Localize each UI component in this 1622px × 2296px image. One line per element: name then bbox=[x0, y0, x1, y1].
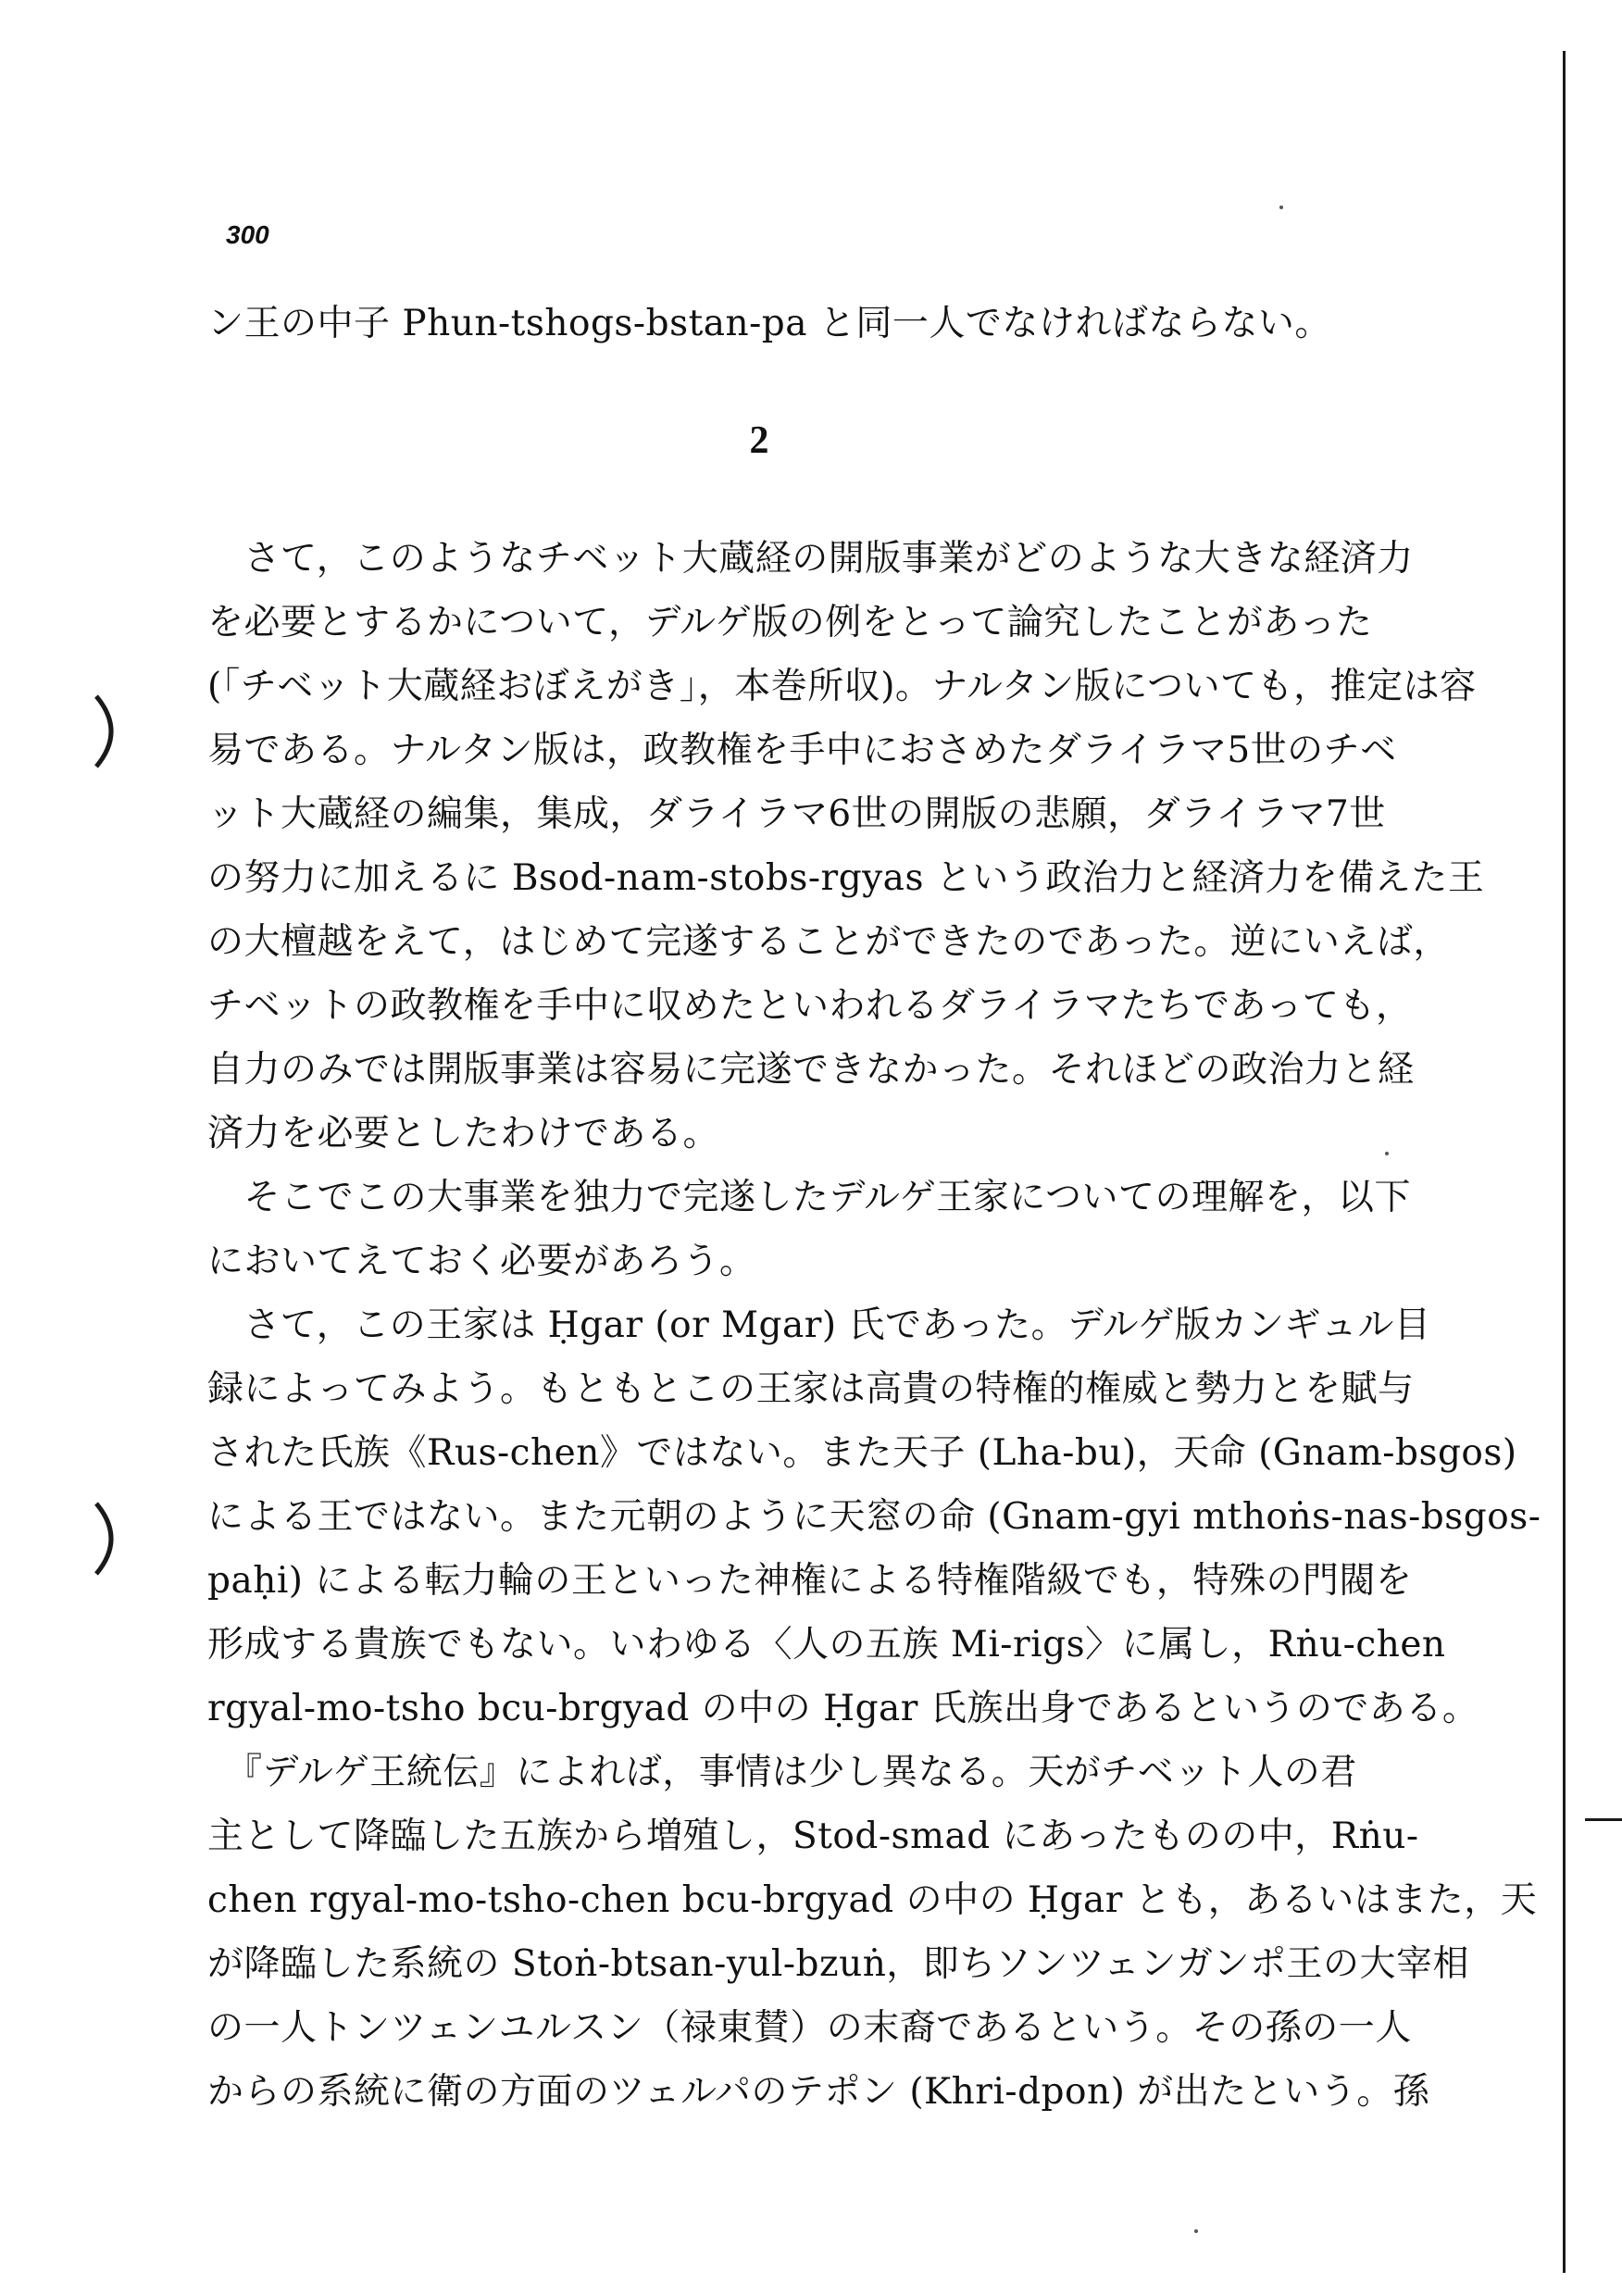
text-line: された氏族《Rus-chen》ではない。また天子 (Lha-bu)，天命 (Gnam-bsgos) bbox=[207, 1432, 1517, 1474]
text-line: ット大蔵経の編集，集成，ダライラマ6世の開版の悲願，ダライラマ7世 bbox=[207, 793, 1386, 835]
text-line: が降臨した系統の Stoṅ-btsan-yul-bzuṅ，即ちソンツェンガンポ王の大宰相 bbox=[207, 1943, 1469, 1985]
text-line: 易である。ナルタン版は，政教権を手中におさめたダライラマ5世のチベ bbox=[207, 730, 1397, 771]
text-line: ン王の中子 Phun-tshogs-bstan-pa と同一人でなければならない。 bbox=[207, 303, 1331, 344]
scan-edge-rule bbox=[1563, 51, 1566, 2273]
page-number: 300 bbox=[226, 220, 269, 249]
text-line: の一人トンツェンユルスン（禄東賛）の末裔であるという。その孫の一人 bbox=[207, 2007, 1412, 2049]
scan-speck bbox=[1279, 206, 1283, 209]
text-line: そこでこの大事業を独力で完遂したデルゲ王家についての理解を，以下 bbox=[207, 1177, 1411, 1218]
text-line: においてえておく必要があろう。 bbox=[207, 1241, 756, 1282]
scan-edge-tick bbox=[1585, 1818, 1622, 1821]
scan-speck bbox=[1194, 2229, 1198, 2233]
text-line: 自力のみでは開版事業は容易に完遂できなかった。それほどの政治力と経 bbox=[207, 1049, 1415, 1091]
text-line: paḥi) による転力輪の王といった神権による特権階級でも，特殊の門閥を bbox=[207, 1560, 1413, 1602]
text-line: チベットの政教権を手中に収めたといわれるダライラマたちであっても， bbox=[207, 985, 1413, 1027]
text-line: の努力に加えるに Bsod-nam-stobs-rgyas という政治力と経済力を備えた王 bbox=[207, 857, 1485, 899]
text-line: 形成する貴族でもない。いわゆる〈人の五族 Mi-rigs〉に属し，Rṅu-chen bbox=[207, 1624, 1446, 1666]
text-line: を必要とするかについて，デルゲ版の例をとって論究したことがあった bbox=[207, 602, 1373, 643]
text-line: 『デルゲ王統伝』によれば，事情は少し異なる。天がチベット人の君 bbox=[207, 1752, 1357, 1793]
text-line: 録によってみよう。もともとこの王家は高貴の特権的権威と勢力とを賦与 bbox=[207, 1368, 1415, 1410]
text-line: rgyal-mo-tsho bcu-brgyad の中の Ḥgar 氏族出身であるというのである。 bbox=[207, 1688, 1479, 1729]
text-line: 済力を必要としたわけである。 bbox=[207, 1113, 720, 1154]
text-line: 主として降臨した五族から増殖し，Stod-smad にあったものの中，Rṅu- bbox=[207, 1816, 1419, 1857]
binding-bracket-mark bbox=[89, 1500, 131, 1578]
section-heading: 2 bbox=[749, 419, 769, 462]
text-line: からの系統に衛の方面のツェルパのテポン (Khri-dpon) が出たという。孫 bbox=[207, 2071, 1430, 2113]
text-line: さて，このようなチベット大蔵経の開版事業がどのような大きな経済力 bbox=[207, 538, 1414, 580]
binding-bracket-mark bbox=[89, 693, 131, 770]
text-line: chen rgyal-mo-tsho-chen bcu-brgyad の中の Ḥgar とも，あるいはまた，天 bbox=[207, 1879, 1538, 1921]
scan-speck bbox=[1385, 1152, 1389, 1155]
text-line: の大檀越をえて，はじめて完遂することができたのであった。逆にいえば， bbox=[207, 921, 1450, 963]
text-line: さて，この王家は Ḥgar (or Mgar) 氏であった。デルゲ版カンギュル目 bbox=[207, 1304, 1431, 1346]
text-line: (「チベット大蔵経おぼえがき」，本巻所収)。ナルタン版についても，推定は容 bbox=[207, 666, 1477, 707]
text-line: による王ではない。また元朝のように天窓の命 (Gnam-gyi mthoṅs-nas-bsgos- bbox=[207, 1496, 1541, 1538]
